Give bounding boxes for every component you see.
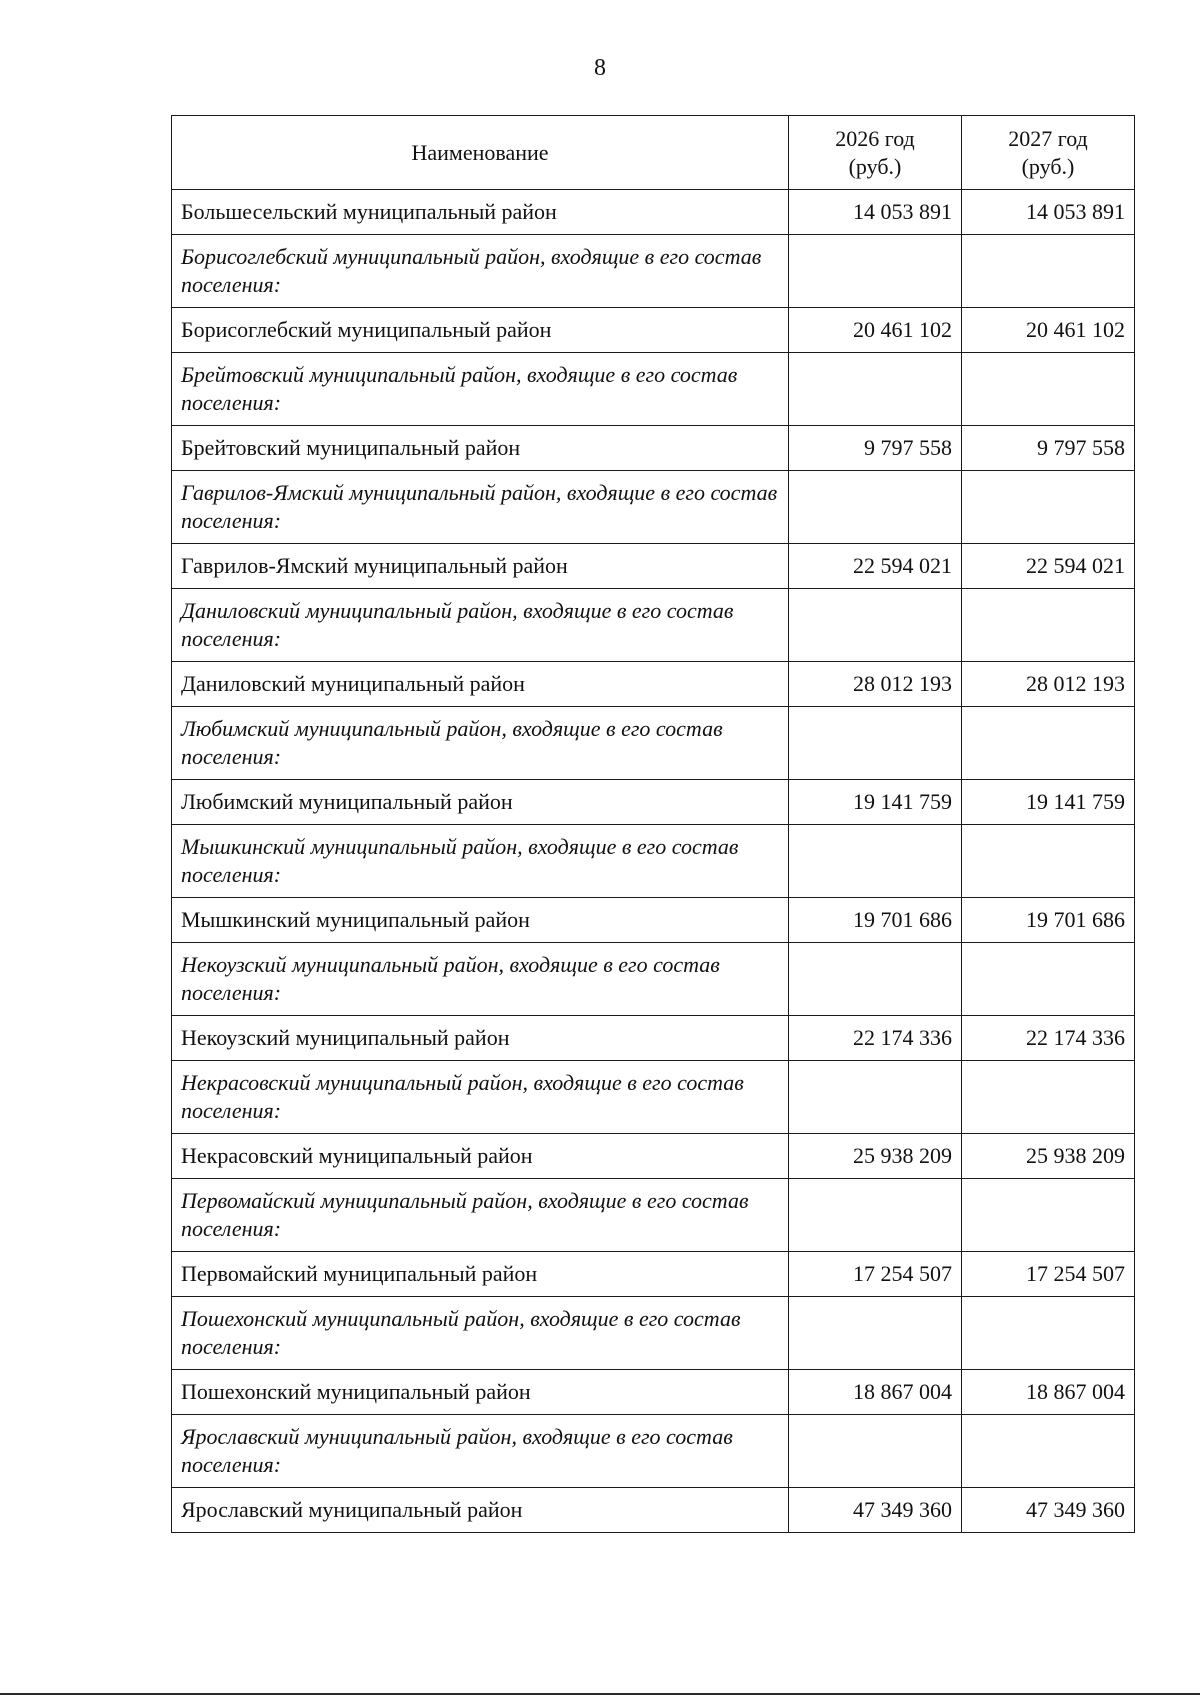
value-2026-cell (789, 1297, 962, 1370)
value-2027-cell: 9 797 558 (962, 426, 1135, 471)
value-2026-cell (789, 1415, 962, 1488)
district-row (172, 426, 1135, 471)
group-header-row (172, 1179, 1135, 1252)
value-2026-cell (789, 235, 962, 308)
group-header-row (172, 825, 1135, 898)
value-2027-cell (962, 707, 1135, 780)
group-header-row (172, 1415, 1135, 1488)
value-2026-cell (789, 589, 962, 662)
budget-table (171, 115, 1135, 1533)
group-name-cell: Мышкинский муниципальный район, входящие в его состав поселения: (172, 825, 789, 898)
value-2027-cell: 47 349 360 (962, 1488, 1135, 1533)
value-2026-cell (789, 943, 962, 1016)
group-header-row (172, 235, 1135, 308)
district-name-cell: Даниловский муниципальный район (172, 662, 789, 707)
value-2026-cell: 17 254 507 (789, 1252, 962, 1297)
header-row (172, 116, 1135, 190)
value-2027-cell: 19 141 759 (962, 780, 1135, 825)
value-2027-cell (962, 825, 1135, 898)
group-header-row (172, 707, 1135, 780)
value-2026-cell (789, 1061, 962, 1134)
district-name-cell: Большесельский муниципальный район (172, 190, 789, 235)
district-row (172, 1488, 1135, 1533)
district-name-cell: Мышкинский муниципальный район (172, 898, 789, 943)
value-2026-cell: 19 701 686 (789, 898, 962, 943)
value-2027-cell (962, 1179, 1135, 1252)
value-2027-cell: 20 461 102 (962, 308, 1135, 353)
district-row (172, 780, 1135, 825)
page-number: 8 (594, 55, 606, 81)
district-name-cell: Некрасовский муниципальный район (172, 1134, 789, 1179)
group-name-cell: Борисоглебский муниципальный район, входящие в его состав поселения: (172, 235, 789, 308)
group-header-row (172, 589, 1135, 662)
group-name-cell: Пошехонский муниципальный район, входящие в его состав поселения: (172, 1297, 789, 1370)
district-name-cell: Ярославский муниципальный район (172, 1488, 789, 1533)
district-row (172, 1252, 1135, 1297)
value-2027-cell: 25 938 209 (962, 1134, 1135, 1179)
district-name-cell: Некоузский муниципальный район (172, 1016, 789, 1061)
group-name-cell: Некоузский муниципальный район, входящие в его состав поселения: (172, 943, 789, 1016)
value-2026-cell (789, 707, 962, 780)
value-2026-cell: 18 867 004 (789, 1370, 962, 1415)
group-name-cell: Любимский муниципальный район, входящие в его состав поселения: (172, 707, 789, 780)
district-row (172, 662, 1135, 707)
value-2026-cell: 22 594 021 (789, 544, 962, 589)
value-2026-cell (789, 825, 962, 898)
value-2026-cell: 47 349 360 (789, 1488, 962, 1533)
value-2027-cell (962, 1061, 1135, 1134)
table-header (172, 116, 1135, 190)
group-name-cell: Ярославский муниципальный район, входящие в его состав поселения: (172, 1415, 789, 1488)
group-name-cell: Гаврилов-Ямский муниципальный район, входящие в его состав поселения: (172, 471, 789, 544)
district-row (172, 544, 1135, 589)
value-2027-cell (962, 235, 1135, 308)
group-header-row (172, 353, 1135, 426)
value-2027-cell (962, 471, 1135, 544)
value-2027-cell (962, 589, 1135, 662)
value-2026-cell: 9 797 558 (789, 426, 962, 471)
value-2027-cell: 22 594 021 (962, 544, 1135, 589)
district-row (172, 1370, 1135, 1415)
header-year-2027: 2027 год (руб.) (962, 116, 1135, 190)
group-header-row (172, 1297, 1135, 1370)
district-row (172, 190, 1135, 235)
value-2026-cell (789, 471, 962, 544)
group-name-cell: Первомайский муниципальный район, входящие в его состав поселения: (172, 1179, 789, 1252)
district-name-cell: Первомайский муниципальный район (172, 1252, 789, 1297)
value-2027-cell: 19 701 686 (962, 898, 1135, 943)
district-row (172, 1016, 1135, 1061)
district-row (172, 308, 1135, 353)
value-2027-cell (962, 943, 1135, 1016)
value-2027-cell (962, 353, 1135, 426)
value-2026-cell: 28 012 193 (789, 662, 962, 707)
page-bottom-edge (0, 1693, 1200, 1695)
value-2026-cell (789, 353, 962, 426)
value-2027-cell: 18 867 004 (962, 1370, 1135, 1415)
group-header-row (172, 943, 1135, 1016)
district-name-cell: Любимский муниципальный район (172, 780, 789, 825)
value-2027-cell: 14 053 891 (962, 190, 1135, 235)
header-name: Наименование (172, 116, 789, 190)
value-2027-cell: 22 174 336 (962, 1016, 1135, 1061)
group-name-cell: Некрасовский муниципальный район, входящие в его состав поселения: (172, 1061, 789, 1134)
value-2026-cell: 14 053 891 (789, 190, 962, 235)
district-name-cell: Борисоглебский муниципальный район (172, 308, 789, 353)
value-2026-cell: 19 141 759 (789, 780, 962, 825)
value-2026-cell: 25 938 209 (789, 1134, 962, 1179)
value-2026-cell: 20 461 102 (789, 308, 962, 353)
group-name-cell: Брейтовский муниципальный район, входящие в его состав поселения: (172, 353, 789, 426)
table-body (172, 190, 1135, 1533)
header-year-2026: 2026 год (руб.) (789, 116, 962, 190)
district-row (172, 1134, 1135, 1179)
group-header-row (172, 1061, 1135, 1134)
value-2027-cell: 17 254 507 (962, 1252, 1135, 1297)
district-name-cell: Брейтовский муниципальный район (172, 426, 789, 471)
value-2027-cell (962, 1297, 1135, 1370)
district-name-cell: Пошехонский муниципальный район (172, 1370, 789, 1415)
value-2026-cell (789, 1179, 962, 1252)
value-2027-cell (962, 1415, 1135, 1488)
value-2027-cell: 28 012 193 (962, 662, 1135, 707)
group-name-cell: Даниловский муниципальный район, входящие в его состав поселения: (172, 589, 789, 662)
value-2026-cell: 22 174 336 (789, 1016, 962, 1061)
group-header-row (172, 471, 1135, 544)
district-name-cell: Гаврилов-Ямский муниципальный район (172, 544, 789, 589)
district-row (172, 898, 1135, 943)
